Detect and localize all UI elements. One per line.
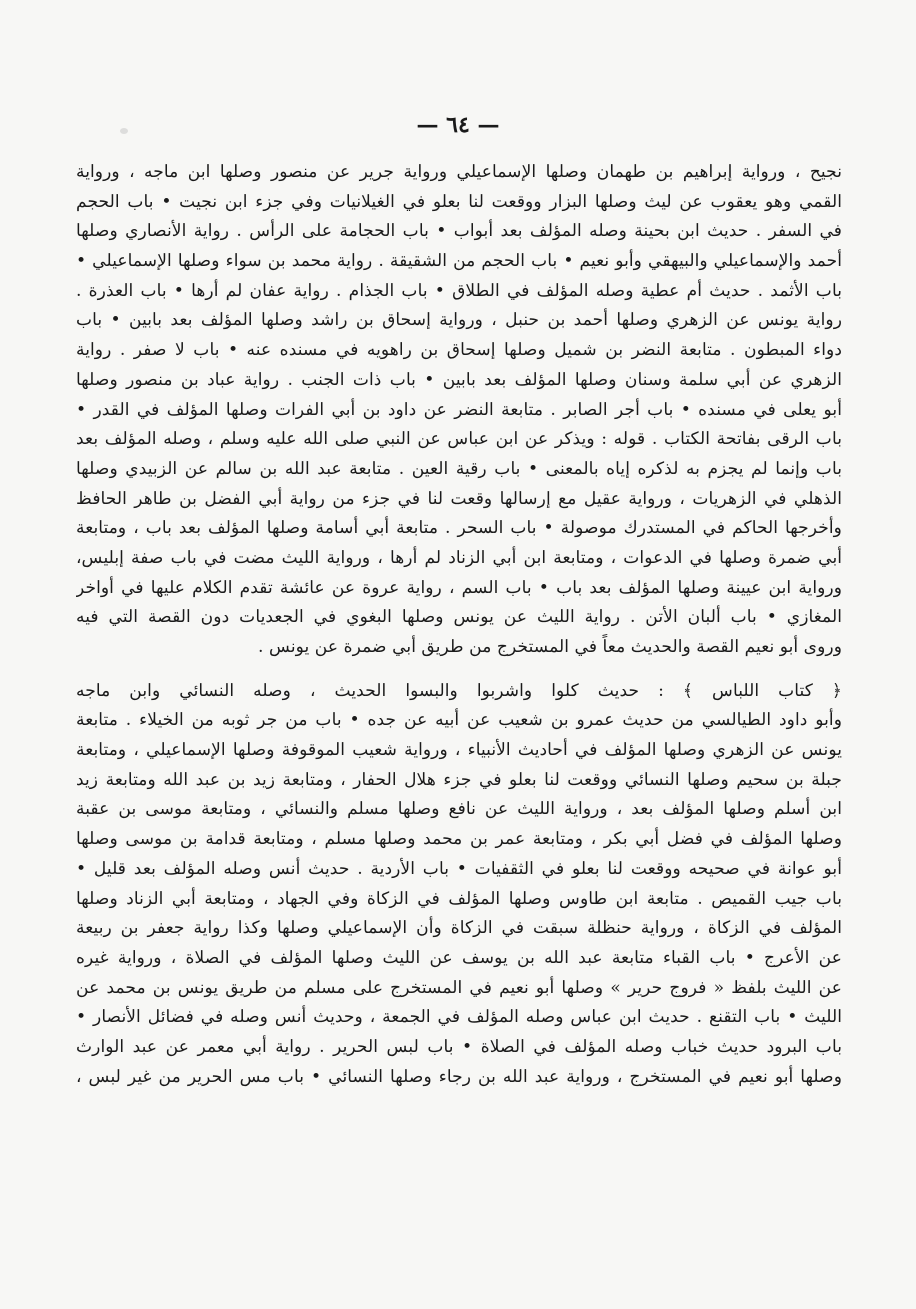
text-line: رواية يونس عن الزهري وصلها أحمد بن حنبل ، ورواية إسحاق بن راشد وصلها المؤلف بعد بابين • باب [76, 310, 842, 331]
text-line: ﴿ كتاب اللباس ﴾ : حديث كلوا واشربوا والبسوا الحديث ، وصله النسائي وابن ماجه [76, 680, 842, 701]
text-line: أحمد والإسماعيلي والبيهقي وأبو نعيم • باب الحجم من الشقيقة . رواية محمد بن سواء وصلها الإسماعيلي • [76, 251, 842, 272]
text-line: وصلها أبو نعيم في المستخرج ، ورواية عبد الله بن رجاء وصلها النسائي • باب مس الحرير من غير لبس ، [76, 1066, 842, 1087]
text-line: باب وإنما لم يجزم به لذكره إياه بالمعنى • باب رقية العين . متابعة عبد الله بن سالم عن الزبيدي وصلها [76, 458, 842, 479]
text-line: أبو يعلى في مسنده • باب أجر الصابر . متابعة النضر عن داود بن أبي الفرات وصلها المؤلف في القدر • [76, 399, 842, 420]
text-line: يونس عن الزهري وصلها المؤلف في أحاديث الأنبياء ، ورواية شعيب الموقوفة وصلها الإسماعيلي ، ومتابعة [76, 740, 842, 761]
text-line: الذهلي في الزهريات ، ورواية عقيل مع إرسالها وقعت لنا في جزء من رواية أبي الفضل بن طاهر الحافظ [76, 488, 842, 509]
text-line: باب الأثمد . حديث أم عطية وصله المؤلف في الطلاق • باب الجذام . رواية عفان لم أرها • باب العذرة . [76, 280, 842, 301]
paragraph-medicine [76, 158, 842, 663]
text-line: وأخرجها الحاكم في المستدرك موصولة • باب السحر . متابعة أبي أسامة وصلها المؤلف بعد باب ، ومتابعة [76, 518, 842, 539]
page-number: — ٦٤ — [416, 112, 500, 138]
text-line: أبو عوانة في صحيحه ووقعت لنا بعلو في الثقفيات • باب الأردية . حديث أنس وصله المؤلف بعد قليل • [76, 858, 842, 879]
text-line: المؤلف في الزكاة ، ورواية حنظلة سبقت في الزكاة وأن الإسماعيلي وصلها وكذا رواية جعفر بن ربيعة [76, 918, 842, 939]
text-line: باب البرود حديث خباب وصله المؤلف في الصلاة • باب لبس الحرير . رواية أبي معمر عن عبد الوارث [76, 1036, 842, 1057]
text-line: الليث • باب التقنع . حديث ابن عباس وصله المؤلف في الجمعة ، وحديث أنس وصله في فضائل الأنصار • [76, 1007, 842, 1028]
text-line: جبلة بن سحيم وصلها النسائي ووقعت لنا بعلو في جزء هلال الحفار ، ومتابعة زيد بن عبد الله ومتابعة زيد [76, 769, 842, 790]
text-line: نجيح ، ورواية إبراهيم بن طهمان وصلها الإسماعيلي ورواية جرير عن منصور وصلها ابن ماجه ، ورواية [76, 162, 842, 182]
text-line: عن الأعرج • باب القباء متابعة عبد الله بن يوسف عن الليث وصلها المؤلف في الصلاة ، ورواية غيره [76, 947, 842, 968]
text-line: ابن أسلم وصلها المؤلف بعد ، ورواية الليث عن نافع وصلها مسلم والنسائي ، ومتابعة موسى بن عقبة [76, 799, 842, 820]
paragraph-gap [76, 663, 842, 677]
text-line: وصلها المؤلف في فضل أبي بكر ، ومتابعة عمر بن محمد وصلها مسلم ، ومتابعة قدامة بن موسى وصلها [76, 829, 842, 850]
text-line: باب الرقى بفاتحة الكتاب . قوله : ويذكر عن ابن عباس عن النبي صلى الله عليه وسلم ، وصله المؤلف بعد [76, 429, 842, 450]
text-line: ورواية ابن عيينة وصلها المؤلف بعد باب • باب السم ، رواية عروة عن عائشة تقدم الكلام عليها في أواخر [76, 577, 842, 598]
paragraph-clothing [76, 677, 842, 1093]
text-line: المغازي • باب ألبان الأتن . رواية الليث عن يونس وصلها البغوي في الجعديات دون القصة التي فيه [76, 607, 842, 628]
text-line: أبي ضمرة وصلها في الدعوات ، ومتابعة ابن أبي الزناد لم أرها ، ورواية الليث مضت في باب صفة إبليس، [76, 547, 842, 568]
text-line: دواء المبطون . متابعة النضر بن شميل وصلها إسحاق بن راهويه في مسنده عنه • باب لا صفر . رواية [76, 340, 842, 361]
document-body [76, 158, 842, 1092]
text-line: في السفر . حديث ابن بحينة وصله المؤلف بعد أبواب • باب الحجامة على الرأس . رواية الأنصاري وصلها [76, 221, 842, 242]
text-line: عن الليث بلفظ « فروج حرير » وصلها أبو نعيم في المستخرج على مسلم من طريق يونس بن محمد عن [76, 977, 842, 998]
text-line: وروى أبو نعيم القصة والحديث معاً في المستخرج من طريق أبي ضمرة عن يونس . [258, 637, 842, 657]
text-line: باب جيب القميص . متابعة ابن طاوس وصلها المؤلف في الزكاة وفي الجهاد ، ومتابعة أبي الزناد وصلها [76, 888, 842, 909]
text-line: وأبو داود الطيالسي من حديث عمرو بن شعيب عن أبيه عن جده • باب من جر ثوبه من الخيلاء . متابعة [76, 710, 842, 731]
text-line: القمي وهو يعقوب عن ليث وصلها البزار ووقعت لنا بعلو في الغيلانيات وفي جزء ابن نجيت • باب الحجم [76, 191, 842, 212]
text-line: الزهري عن أبي سلمة وسنان وصلها المؤلف بعد بابين • باب ذات الجنب . رواية عباد بن منصور وصلها [76, 369, 842, 390]
